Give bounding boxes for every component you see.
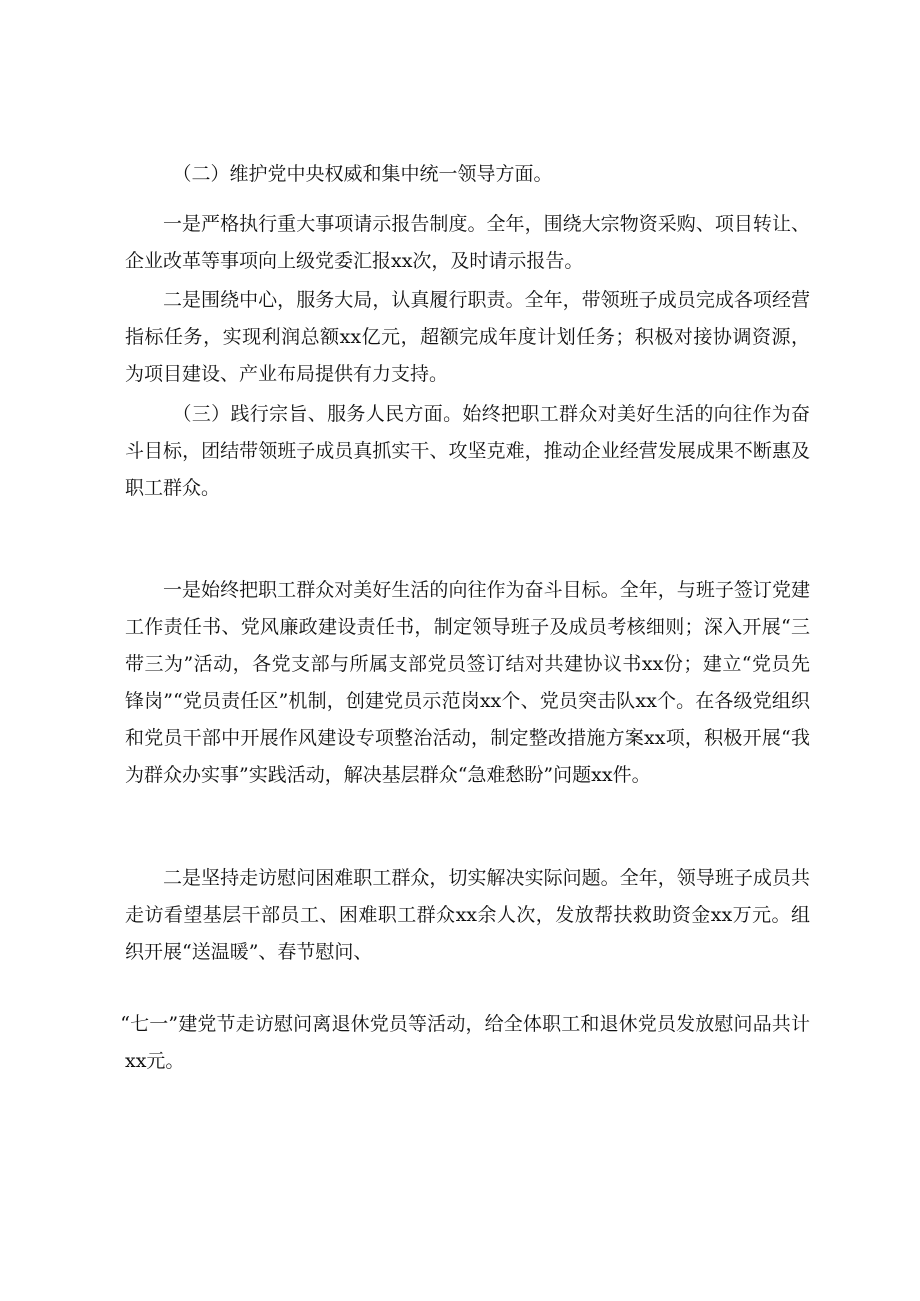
section-3-block bbox=[125, 396, 810, 507]
paragraph-1: 一是严格执行重大事项请示报告制度。全年，围绕大宗物资采购、项目转让、企业改革等事项向上级党委汇报xx次，及时请示报告。 bbox=[125, 213, 810, 272]
paragraph-2-block bbox=[125, 282, 810, 393]
paragraph-5-block bbox=[120, 1006, 810, 1080]
paragraph-4-block bbox=[125, 860, 810, 971]
section-2-heading: （二）维护党中央权威和集中统一领导方面。 bbox=[172, 163, 553, 185]
section-3-paragraph: （三）践行宗旨、服务人民方面。始终把职工群众对美好生活的向往作为奋斗目标，团结带领班子成员真抓实干、攻坚克难，推动企业经营发展成果不断惠及职工群众。 bbox=[125, 403, 810, 499]
paragraph-1-block bbox=[125, 206, 810, 280]
paragraph-2: 二是围绕中心，服务大局，认真履行职责。全年，带领班子成员完成各项经营指标任务，实现利润总额xx亿元，超额完成年度计划任务；积极对接协调资源，为项目建设、产业布局提供有力支持。 bbox=[125, 289, 810, 385]
paragraph-4: 二是坚持走访慰问困难职工群众，切实解决实际问题。全年，领导班子成员共走访看望基层干部员工、困难职工群众xx余人次，发放帮扶救助资金xx万元。组织开展“送温暖”、春节慰问、 bbox=[125, 867, 810, 963]
paragraph-3: 一是始终把职工群众对美好生活的向往作为奋斗目标。全年，与班子签订党建工作责任书、党风廉政建设责任书，制定领导班子及成员考核细则；深入开展“三带三为”活动，各党支部与所属支部党员签订结对共建协议书xx份；建立“党员先锋岗”“党员责任区”机制，创建党员示范岗xx个、党员突击队xx个。在各级党组织和党员干部中开展作风建设专项整治活动，制定整改措施方案xx项，积极开展“我为群众办实事”实践活动，解决基层群众“急难愁盼”问题xx件。 bbox=[125, 579, 810, 786]
paragraph-3-block bbox=[125, 572, 810, 794]
paragraph-5: “七一”建党节走访慰问离退休党员等活动，给全体职工和退休党员发放慰问品共计xx元。 bbox=[120, 1013, 810, 1072]
section-2-heading-block bbox=[125, 156, 810, 193]
